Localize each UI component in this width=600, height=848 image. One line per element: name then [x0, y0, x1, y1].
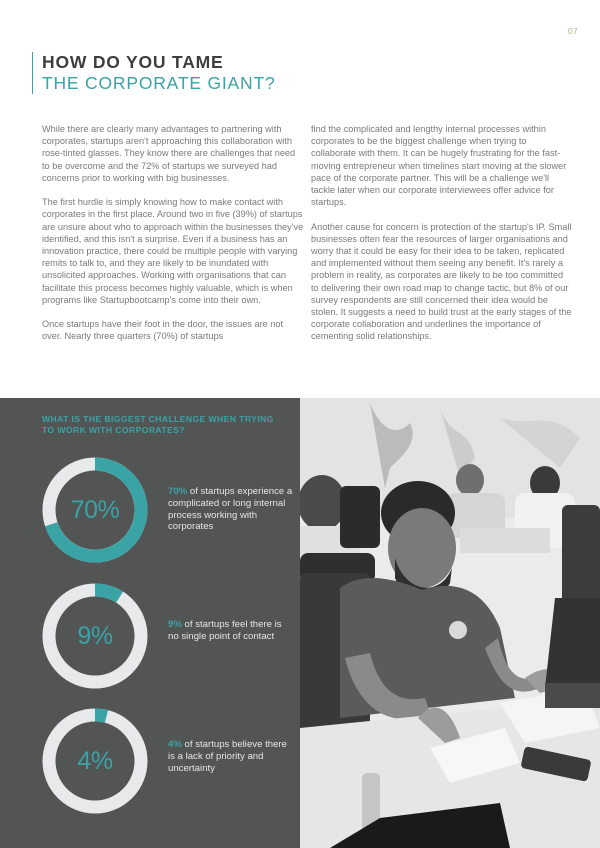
meeting-photo	[300, 398, 600, 848]
paragraph: Once startups have their foot in the door, the issues are not over. Nearly three quarters (70%) of startups	[42, 319, 284, 342]
page-title	[32, 52, 275, 94]
body-column-left	[42, 123, 304, 355]
donut-value-label: 70%	[70, 495, 120, 524]
paragraph: While there are clearly many advantages to partnering with corporates, startups aren't approaching this collaboration with rose-tinted glasses. They know there are challenges that need to be overcome and the 72% of startups we surveyed had concerns prior to working with big businesses.	[42, 124, 296, 183]
stat-description-text: of startups experience a complicated or long internal process working with corporates	[168, 486, 293, 533]
stat-highlight: 9%	[168, 619, 182, 630]
body-column-right	[311, 123, 573, 355]
stat-description-text: of startups believe there is a lack of priority and uncertainty	[168, 739, 287, 774]
stat-description-text: of startups feel there is no single point of contact	[168, 619, 282, 642]
donut-value-label: 9%	[77, 621, 113, 650]
donut-chart	[40, 706, 150, 816]
stat-description	[168, 486, 293, 533]
donut-chart	[40, 455, 150, 565]
donut-chart	[40, 581, 150, 691]
photo-illustration	[300, 398, 600, 848]
donut-value-label: 4%	[77, 746, 113, 775]
stat-highlight: 70%	[168, 486, 188, 497]
page-number: 07	[567, 26, 578, 36]
stat-description	[168, 739, 293, 774]
title-line-1: HOW DO YOU TAME	[42, 52, 224, 72]
infographic-heading: WHAT IS THE BIGGEST CHALLENGE WHEN TRYING TO WORK WITH CORPORATES?	[42, 414, 274, 435]
paragraph: Another cause for concern is protection of the startup's IP. Small businesses often fear the resources of larger organisations and worry that it could be easy for their idea to be taken, replicated and implemented without them seeing any benefit. It's rarely a problem in reality, as corporates are likely to be too committed to delivering their own road map to change tactic, but 8% of our survey respondents are still concerned their idea would be stolen. It suggests a need to build trust at the early stages of the corporate collaboration and underlines the importance of cementing solid relationships.	[311, 221, 572, 342]
paragraph: The first hurdle is simply knowing how to make contact with corporates in the first place. Around two in five (39%) of startups are unsure about who to approach within the businesses they've identified, and this isn't a surprise. Even if a business has an innovation practice, there could be multiple people with varying remits to talk to, and they are likely to be inundated with unsolicited approaches. Working with organisations that can facilitate this process becomes highly valuable, which is when programs like Startupbootcamp's come into their own.	[42, 197, 304, 305]
infographic-panel	[0, 398, 300, 848]
paragraph: find the complicated and lengthy internal processes within corporates to be the biggest challenge when trying to collaborate with them. It can be hugely frustrating for the fast-moving entrepreneur when timelines start moving at the slower pace of the corporate partner. This will be a challenge we'll tackle later when our corporate interviewees offer advice for startups.	[311, 124, 567, 208]
stat-highlight: 4%	[168, 739, 182, 750]
title-line-2: THE CORPORATE GIANT?	[42, 73, 276, 93]
stat-description	[168, 619, 293, 643]
